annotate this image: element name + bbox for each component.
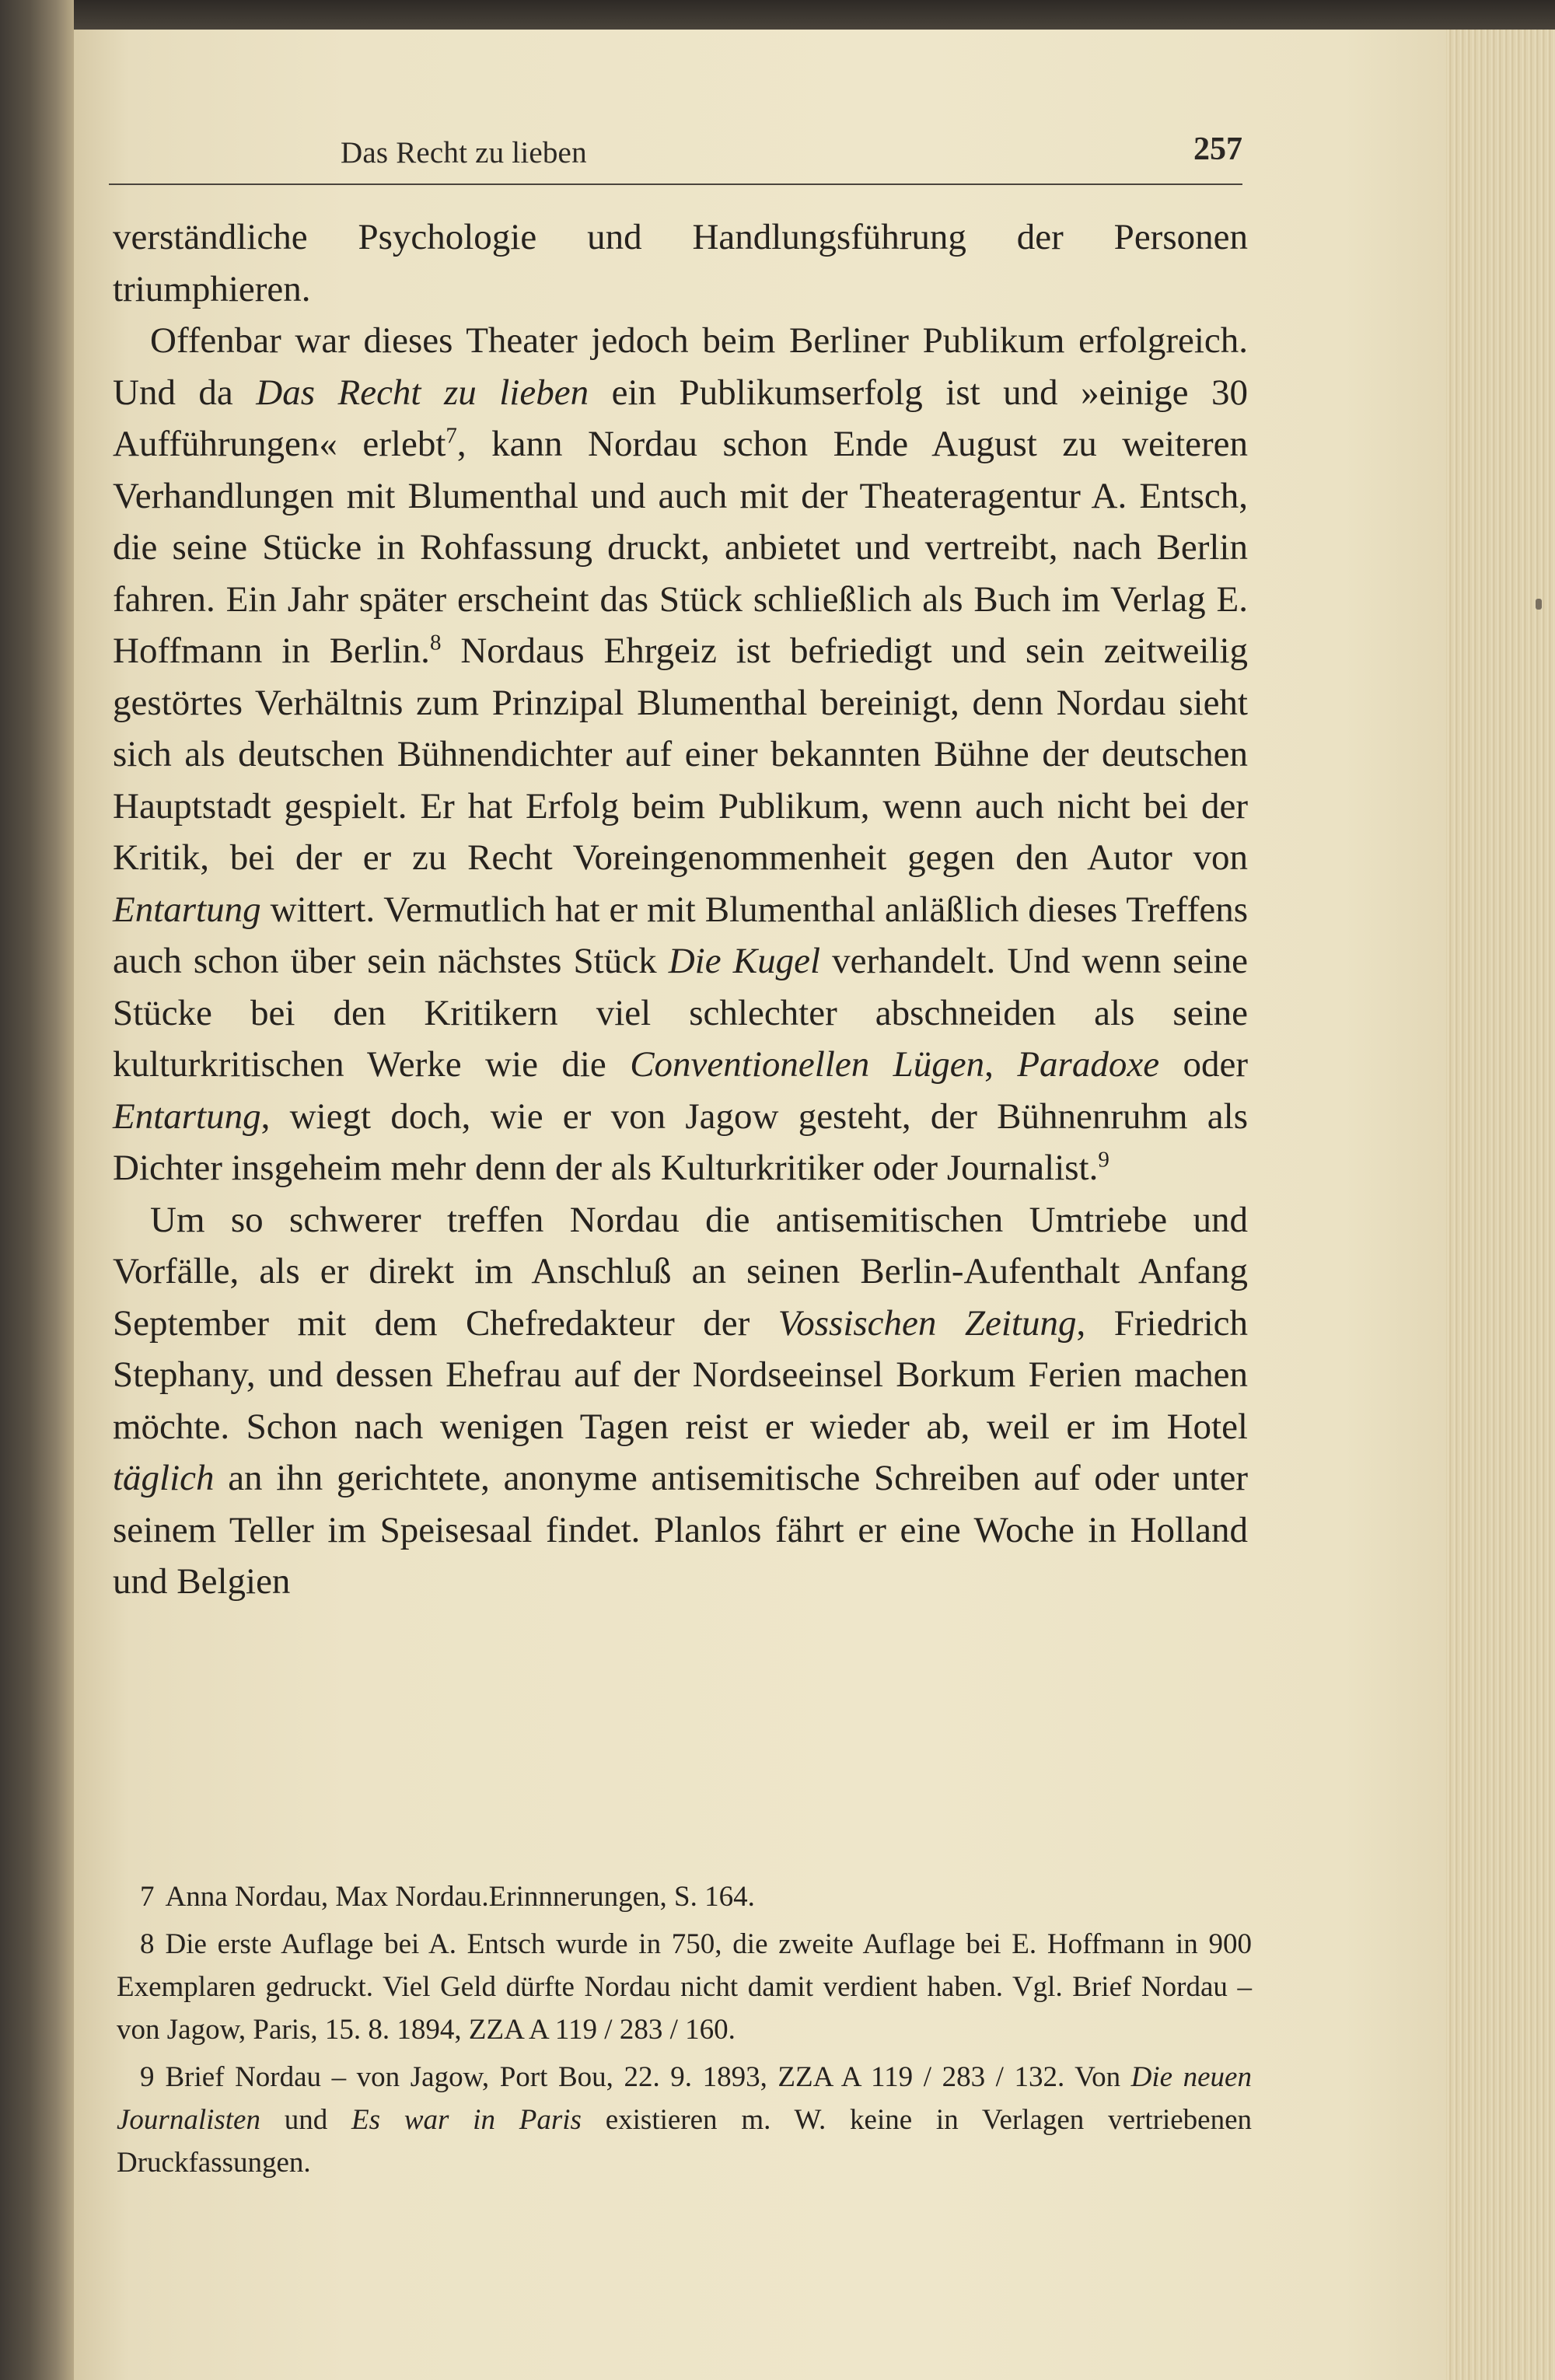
work-title: Entartung <box>113 889 261 930</box>
paragraph-2: Offenbar war dieses Theater jedoch beim Berliner Publikum erfolgreich. Und da Das Recht zu lieben ein Publikumserfolg ist und »einige 30 Aufführungen« erlebt$^7$, kann Nordau schon Ende August zu weiteren Verhandlungen mit Blumenthal und auch mit der Theateragentur A. Entsch, die seine Stücke in Rohfassung druckt, anbietet und vertreibt, nach Berlin fahren. Ein Jahr später erscheint das Stück schließlich als Buch im Verlag E. Hoffmann in Berlin.$^8$ Nordaus Ehrgeiz ist befriedigt und sein zeitweilig gestörtes Verhältnis zum Prinzipal Blumenthal bereinigt, denn Nordau sieht sich als deutschen Bühnendichter auf einer bekannten Bühne der deutschen Hauptstadt gespielt. Er hat Erfolg beim Publikum, wenn auch nicht bei der Kritik, bei der er zu Recht Voreingenommenheit gegen den Autor von Entartung wittert. Vermutlich hat er mit Blumenthal anläßlich dieses Treffens auch schon über sein nächstes Stück Die Kugel verhandelt. Und wenn seine Stücke bei den Kritikern viel schlechter abschneiden als seine kulturkritischen Werke wie die Conventionellen Lügen, Paradoxe oder Entartung, wiegt doch, wie er von Jagow gesteht, der Bühnenruhm als Dichter insgeheim mehr denn der als Kulturkritiker oder Journalist.$^9$ <box>113 320 1249 1188</box>
footnotes <box>117 1875 1252 2189</box>
footnote-8: 8 Die erste Auflage bei A. Entsch wurde in 750, die zweite Auflage bei E. Hoffmann in 900 Exemplaren gedruckt. Viel Geld dürfte Nordau nicht damit verdient haben. Vgl. Brief Nordau – von Jagow, Paris, 15. 8. 1894, ZZA A 119 / 283 / 160. <box>117 1928 1252 2046</box>
work-title: Conventionellen Lügen <box>630 1044 985 1085</box>
emphasis: täglich <box>113 1458 215 1498</box>
footnote-ref-7: 7 <box>446 423 457 449</box>
work-title: Die neuen Journalisten <box>117 2061 1252 2136</box>
footnote-ref-8: 8 <box>429 630 442 655</box>
work-title: Das Recht zu lieben <box>256 372 589 413</box>
work-title: Paradoxe <box>1017 1044 1160 1085</box>
paragraph-1: verständliche Psychologie und Handlungsführung der Personen triumphieren. <box>113 217 1248 309</box>
footnote-number: 9 <box>140 2061 155 2093</box>
header-rule <box>109 183 1242 185</box>
paragraph-3: Um so schwerer treffen Nordau die antisemitischen Umtriebe und Vorfälle, als er direkt im Anschluß an seinen Berlin-Aufenthalt Anfang September mit dem Chefredakteur der Vossischen Zeitung, Friedrich Stephany, und dessen Ehefrau auf der Nordseeinsel Borkum Ferien machen möchte. Schon nach wenigen Tagen reist er wieder ab, weil er im Hotel täglich an ihn gerichtete, anonyme antisemitische Schreiben auf oder unter seinem Teller im Speisesaal findet. Planlos fährt er eine Woche in Holland und Belgien <box>113 1199 1248 1602</box>
page-block-edge <box>1446 30 1555 2380</box>
scan-top-border <box>0 0 1555 31</box>
footnote-7: 7 Anna Nordau, Max Nordau.Erinnnerungen, S. 164. <box>117 1875 1252 1918</box>
footnote-ref-9: 9 <box>1098 1147 1109 1173</box>
work-title: Es war in Paris <box>351 2104 582 2136</box>
footnote-number: 8 <box>140 1928 155 1960</box>
footnote-number: 7 <box>140 1881 155 1913</box>
work-title: Vossischen Zeitung <box>778 1302 1077 1344</box>
page-number: 257 <box>1193 131 1242 167</box>
footnote-9: 9 Brief Nordau – von Jagow, Port Bou, 22. 9. 1893, ZZA A 119 / 283 / 132. Von Die neuen Journalisten und Es war in Paris existieren m. W. keine in Verlagen vertriebenen Druckfassungen. <box>117 2061 1252 2179</box>
main-text <box>113 211 1248 1608</box>
work-title: Die Kugel <box>668 941 821 981</box>
running-title: Das Recht zu lieben <box>341 136 587 170</box>
running-head <box>341 131 1242 177</box>
page-edge-mark <box>1536 599 1542 610</box>
facing-page-edge <box>0 0 74 2380</box>
work-title: Entartung <box>113 1096 261 1137</box>
